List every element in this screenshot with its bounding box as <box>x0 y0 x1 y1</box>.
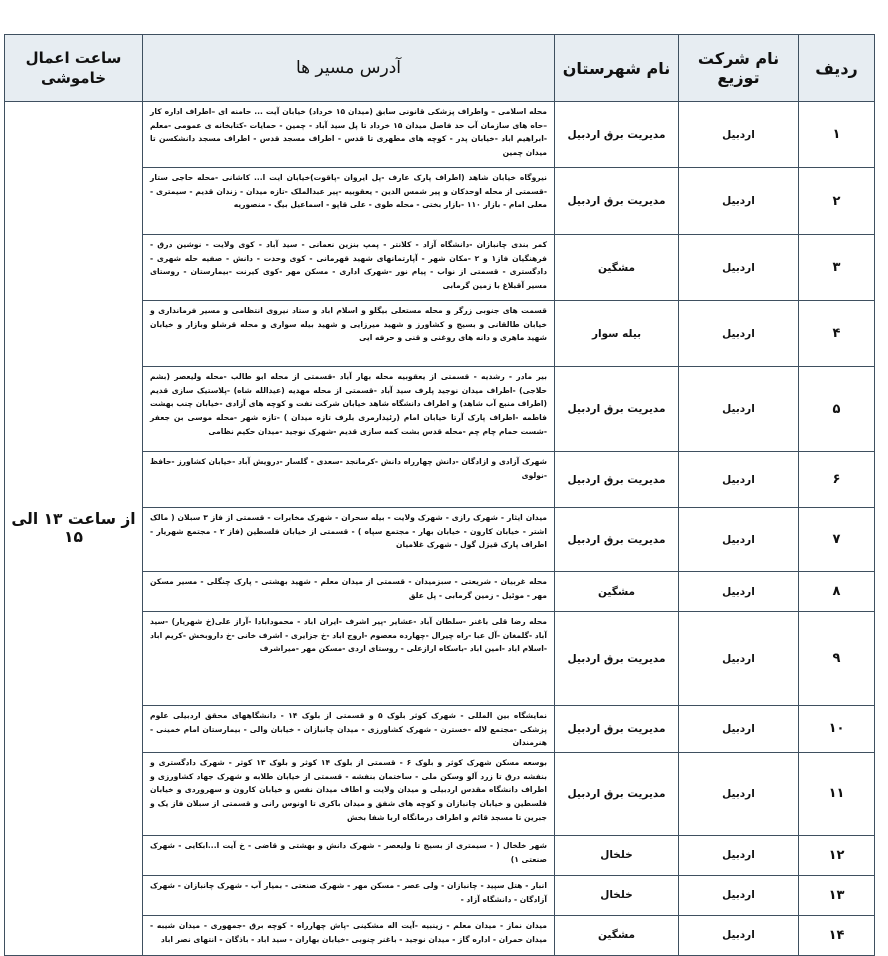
routes-cell <box>143 235 555 301</box>
row-number-cell: ۱۰ <box>799 706 875 753</box>
company-cell: اردبیل <box>679 452 799 508</box>
row-number-cell: ۱۳ <box>799 875 875 915</box>
company-cell: اردبیل <box>679 102 799 168</box>
routes-cell <box>143 367 555 452</box>
company-cell: اردبیل <box>679 168 799 235</box>
row-number-cell: ۶ <box>799 452 875 508</box>
city-cell: مدیریت برق اردبیل <box>555 168 679 235</box>
city-cell: مدیریت برق اردبیل <box>555 102 679 168</box>
routes-cell <box>143 706 555 753</box>
outage-time-cell: از ساعت ۱۳ الی ۱۵ <box>5 102 143 956</box>
company-cell: اردبیل <box>679 706 799 753</box>
company-cell: اردبیل <box>679 875 799 915</box>
company-cell: اردبیل <box>679 612 799 706</box>
city-cell: خلخال <box>555 835 679 875</box>
header-city: نام شهرستان <box>555 35 679 102</box>
routes-text: انبار - هتل سپید - چانبازان - ولی عصر - مسکن مهر - شهرک صنعتی - بمیار آب - شهرک چانبازان - شهرک آزادگان - دانشگاه آزاد - <box>150 880 547 904</box>
city-cell: مشگین <box>555 572 679 612</box>
routes-text: نیروگاه خیابان شاهد (اطراف پارک عارف -پل ایروان -پاقوت)خیابان ایت ا... کاشانی -محله حاجی ستار -قسمتی از محله اوحدکان و پیر شمس الدین - یعقوبیه -پیر عبدالملک -تازه میدان - زندان قدیم - سیمتری - معلی امام - بازار ۱۱۰ -بازار بختی - محله طوی - علی قاپو - اسماعیل بیگ - منصوریه <box>150 173 547 210</box>
routes-text: شهر خلخال ( - سیمتری از بسیج تا ولیعصر - شهرک دانش و بهشتی و قاضی - خ آیت ا...ابکایی - شهرک صنعتی ۱) <box>150 840 547 864</box>
row-number-cell: ۱۲ <box>799 835 875 875</box>
routes-cell <box>143 875 555 915</box>
row-number-cell: ۷ <box>799 508 875 572</box>
routes-cell <box>143 835 555 875</box>
outage-schedule-table <box>4 34 875 956</box>
city-cell: مدیریت برق اردبیل <box>555 452 679 508</box>
row-number-cell: ۸ <box>799 572 875 612</box>
row-number-cell: ۱ <box>799 102 875 168</box>
city-cell: مدیریت برق اردبیل <box>555 508 679 572</box>
city-cell: مشگین <box>555 235 679 301</box>
routes-cell <box>143 301 555 367</box>
routes-text: میدان ایثار - شهرک رازی - شهرک ولایت - بیله سحران - شهرک مخابرات - قسمتی از فاز ۳ سبلان ( مالک اشتر - خیابان کارون - خیابان بهار - مجتمع سپاه ) - قسمتی از خیابان فلسطین (فاز ۲ - مجتمع شهریار - اطراف پارک قیزل گول - شهرک غلامیان <box>150 513 547 550</box>
routes-text: بیر مادر - رشدیه - قسمتی از یعقوبیه محله بهار آباد -قسمتی از محله ابو طالب -محله ولیعصر (بشم حلاجی) -اطراف میدان نوجید پلرف سید آباد -قسمتی از محله مهدیه (عیدالله شاه) -پلاستیک سازی قدیم (اطراف منبع آب شاهد) و اطراف دانشگاه شاهد خیابان شرکت نفت و کوچه های آزادی -خیابان چنب بهشت فاطمه -اطراف پارک آرتا خیابان امام (رئیدارمری بلرف تازه میدان ) -تازه شهر -محله موسی بن جعفر -شست حمام چام چم -محله قدس بشت کمه سازی قدیم -شهرک نوجید -میدان حکیم نظامی <box>150 372 547 436</box>
routes-cell <box>143 915 555 955</box>
row-number-cell: ۴ <box>799 301 875 367</box>
routes-text: قسمت های جنوبی زرگر و محله مستعلی بیگلو و اسلام اباد و ستاد نیروی انتظامی و مسیر فرمانداری و خیابان طالقانی و بسیج و کشاورز و شهید میرزایی و شهید بیله سواری و محله قرشلو وبازار و خیابان شهید ماهری و دانه های روغنی و قنی و حرفه ایی <box>150 306 547 343</box>
company-cell: اردبیل <box>679 835 799 875</box>
row-number-cell: ۲ <box>799 168 875 235</box>
city-cell: مدیریت برق اردبیل <box>555 752 679 835</box>
table-body <box>5 102 875 956</box>
routes-text: نمایشگاه بین المللی - شهرک کوثر بلوک ۵ و قسمتی از بلوک ۱۴ - دانشگاههای محقق اردبیلی علوم پزشکی -مجتمع لاله -خسترن - شهرک کشاورزی - میدان چانبازان - خیابان والی - بیمارستان امام خمینی - هنرمندان <box>150 711 547 748</box>
row-number-cell: ۱۱ <box>799 752 875 835</box>
company-cell: اردبیل <box>679 508 799 572</box>
routes-cell <box>143 508 555 572</box>
routes-text: محله غربیان - شریعتی - سبزمیدان - قسمتی از میدان معلم - شهید بهشتی - پارک چنگلی - مسیر مسکن مهر - موئیل - زمین گرمابی - پل علق <box>150 577 547 600</box>
row-number-cell: ۳ <box>799 235 875 301</box>
city-cell: مدیریت برق اردبیل <box>555 706 679 753</box>
routes-text: محله رضا قلی باغنر -سلطان آباد -عشایر -پیر اشرف -ایران اباد - محمودابادا -آراز علی(خ شهریار) -سید آباد -گلمغان -آل عبا -راه چیرال -چهارده معصوم -اروج اباد -خ جزایری - اشرف خانی -خ داروبخش -کریم اباد -اسلام اباد -امین اباد -باسکاه ارازعلی - روستای اردی -مسکن مهر -میراشرف <box>150 617 547 654</box>
header-company: نام شرکت توزیع <box>679 35 799 102</box>
header-outage-time: ساعت اعمال خاموشی <box>5 35 143 102</box>
routes-cell <box>143 102 555 168</box>
header-routes: آدرس مسیر ها <box>143 35 555 102</box>
city-cell: مدیریت برق اردبیل <box>555 612 679 706</box>
company-cell: اردبیل <box>679 752 799 835</box>
company-cell: اردبیل <box>679 367 799 452</box>
row-number-cell: ۱۴ <box>799 915 875 955</box>
row-number-cell: ۵ <box>799 367 875 452</box>
routes-text: شهرک آزادی و ازادگان -دانش چهارراه دانش -کرمانجد -سعدی - گلسار -درویش آباد -خیابان کشاورز -حافظ -نولوی <box>150 457 547 480</box>
company-cell: اردبیل <box>679 572 799 612</box>
routes-cell <box>143 752 555 835</box>
city-cell: مشگین <box>555 915 679 955</box>
header-row-number: ردیف <box>799 35 875 102</box>
city-cell: خلخال <box>555 875 679 915</box>
row-number-cell: ۹ <box>799 612 875 706</box>
table-header-row <box>5 35 875 102</box>
city-cell: مدیریت برق اردبیل <box>555 367 679 452</box>
routes-cell <box>143 452 555 508</box>
company-cell: اردبیل <box>679 915 799 955</box>
city-cell: بیله سوار <box>555 301 679 367</box>
routes-text: میدان نماز - میدان معلم - زینبیه -آیت اله مشکینی -پاش چهارراه - کوچه برق -جمهوری - میدان شیبه - میدان حمران - اداره گاز - میدان نوجید - باغنر چنوبی -خیابان بهاران - سید اباد - باذگان - انتهای نصر اباد <box>150 920 547 944</box>
company-cell: اردبیل <box>679 301 799 367</box>
routes-cell <box>143 572 555 612</box>
routes-cell <box>143 612 555 706</box>
routes-text: بوسعه مسکن شهرک کوثر و بلوک ۶ - قسمتی از بلوک ۱۴ کوثر و بلوک ۱۳ کوثر - شهرک دادگستری و بنفشه درق تا زرد آلو وسکن ملی - ساختمان بنفشه - قسمتی از خیابان طلابه و شهرک جهاد کشاورزی و اطراف دانشگاه مقدس اردبیلی و میدان ولایت و اطاف میدان نفس و خیابان کارون و سهروردی و خیابان فلسطین و خیابان چانبازان و کوچه های شفق و میدان باکری تا اونوس رانی و قسمتی از سبلان فاز یک و جبرین تا مسجد قائم و اطراف درمانگاه اربا شفا بخش <box>150 757 548 822</box>
routes-cell <box>143 168 555 235</box>
company-cell: اردبیل <box>679 235 799 301</box>
table-row <box>5 102 875 168</box>
routes-text: محله اسلامی – واطراف پزشکی قانونی سابق (میدان ۱۵ خرداد) خیابان آیت ... حامنه ای –اطراف اداره کار –حاه های سازمان آب حد فاصل میدان ۱۵ خرداد تا پل سید آباد - چمین - حمایات -کتابخانه ی عمومی -معلم -ابراهیم اباد -خیابان پدر - کوچه های مطهری تا قدس - اطراف مسجد قدس - اطراف مسجد دانشکسن تا میدان چمین <box>150 107 548 157</box>
routes-text: کمر بندی چانبازان -دانشگاه آزاد - کلانتر - پمپ بنزین نعمانی - سید آباد - کوی ولایت - نوشین درق - فرهنگیان فاز۱ و ۲ -مکان شهر - آپارتمانهای شهید قهرمانی - کوی وحدت - دانش - صفیه حله شهری - دادگستری - قسمتی از نواب - پیام نور -شهرک اداری - مسکن مهر -کوی کیرنت -بیمارستان - روستای مسیر آقبلاغ با زمین گرمابی <box>150 240 548 290</box>
